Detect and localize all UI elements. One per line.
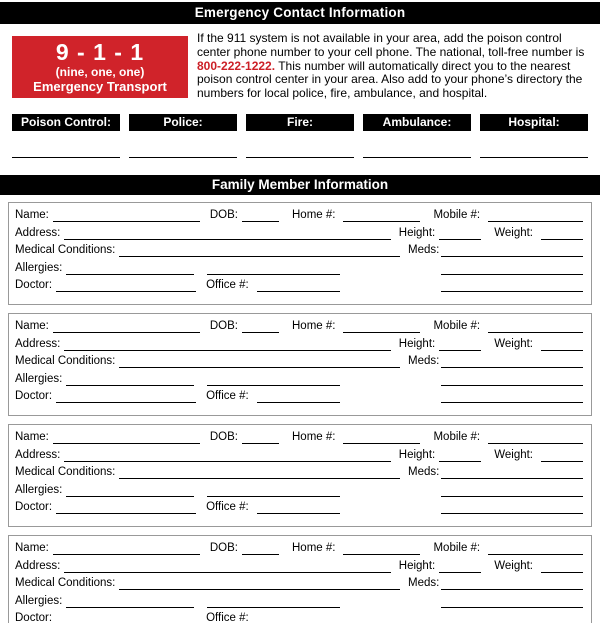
- blank-line-mobile-phone: [488, 207, 583, 222]
- poison-control-phone-number: 800-222-1222.: [197, 58, 276, 73]
- blank-line-dob: [242, 540, 279, 555]
- meds-column-continued: [408, 260, 583, 275]
- field-label-mobile-phone: Mobile #:: [433, 430, 481, 443]
- form-row-allergies: [15, 593, 583, 611]
- blank-line-hospital: [480, 157, 588, 158]
- blank-line-height: [439, 558, 481, 573]
- intro-text-after: This number will automatically direct you to the nearest poison control center in your area. Also add to your phone’s directory the numbers for local police, fire, ambulance, and hospital.: [197, 58, 583, 101]
- field-label-height: Height:: [398, 448, 436, 461]
- field-label-home-phone: Home #:: [292, 430, 336, 443]
- blank-line-allergies-1: [66, 593, 194, 608]
- blank-line-weight: [541, 336, 583, 351]
- field-label-meds: Meds:: [408, 577, 440, 590]
- form-row-medical: [15, 575, 583, 593]
- intro-text-before: If the 911 system is not available in your area, add the poison control center phone number to your cell phone. The national, toll-free number is: [197, 31, 585, 59]
- field-label-weight: Weight:: [494, 448, 533, 461]
- meds-column: [408, 575, 583, 591]
- field-label-address: Address:: [15, 337, 61, 350]
- field-label-doctor: Doctor:: [15, 279, 53, 292]
- field-label-dob: DOB:: [209, 541, 238, 554]
- field-label-mobile-phone: Mobile #:: [433, 319, 481, 332]
- meds-column-continued: [408, 388, 583, 403]
- field-label-medical-conditions: Medical Conditions:: [15, 244, 116, 257]
- blank-line-mobile-phone: [488, 429, 583, 444]
- emergency-caption: Emergency Transport System: [33, 79, 167, 110]
- field-label-dob: DOB:: [209, 208, 238, 221]
- blank-line-allergies-1: [66, 260, 194, 275]
- blank-line-meds-1: [441, 353, 583, 368]
- field-label-medical-conditions: Medical Conditions:: [15, 466, 116, 479]
- field-label-office-phone: Office #:: [206, 390, 249, 403]
- field-label-office-phone: Office #:: [206, 501, 249, 514]
- form-row-address: [15, 558, 583, 576]
- form-row-doctor: [15, 610, 583, 623]
- field-label-office-phone: Office #:: [206, 279, 249, 292]
- field-label-mobile-phone: Mobile #:: [433, 541, 481, 554]
- blank-line-allergies-1: [66, 482, 194, 497]
- blank-line-medical-conditions: [119, 464, 400, 479]
- field-label-address: Address:: [15, 226, 61, 239]
- meds-column-continued: [408, 277, 583, 292]
- form-row-doctor: [15, 388, 583, 406]
- blank-line-allergies-2: [207, 593, 340, 608]
- label-hospital: Hospital:: [480, 114, 588, 131]
- emergency-number: 9 - 1 - 1: [55, 39, 145, 65]
- blank-line-meds-2: [441, 593, 583, 608]
- field-label-weight: Weight:: [494, 226, 533, 239]
- field-label-address: Address:: [15, 559, 61, 572]
- family-member-block: [8, 202, 592, 305]
- field-label-home-phone: Home #:: [292, 208, 336, 221]
- blank-line-weight: [541, 558, 583, 573]
- form-row-medical: [15, 353, 583, 371]
- blank-line-weight: [541, 447, 583, 462]
- blank-line-doctor: [56, 277, 196, 292]
- field-label-allergies: Allergies:: [15, 483, 63, 496]
- blank-line-doctor: [56, 499, 196, 514]
- field-label-mobile-phone: Mobile #:: [433, 208, 481, 221]
- form-row-address: [15, 336, 583, 354]
- meds-column-continued: [408, 482, 583, 497]
- blank-line-medical-conditions: [119, 242, 400, 257]
- field-label-weight: Weight:: [494, 559, 533, 572]
- meds-column-continued: [408, 371, 583, 386]
- intro-section: [12, 31, 596, 110]
- family-member-block: [8, 424, 592, 527]
- family-member-block: [8, 535, 592, 623]
- blank-line-height: [439, 225, 481, 240]
- blank-line-mobile-phone: [488, 318, 583, 333]
- emergency-contact-labels: [12, 114, 588, 131]
- field-label-allergies: Allergies:: [15, 261, 63, 274]
- emergency-number-phonetic: (nine, one, one): [55, 65, 145, 79]
- field-label-medical-conditions: Medical Conditions:: [15, 577, 116, 590]
- family-member-block: [8, 313, 592, 416]
- blank-line-home-phone: [343, 540, 420, 555]
- blank-line-meds-3: [441, 388, 583, 403]
- blank-line-meds-2: [441, 371, 583, 386]
- blank-line-office-phone: [257, 610, 340, 623]
- blank-line-allergies-1: [66, 371, 194, 386]
- field-label-height: Height:: [398, 337, 436, 350]
- blank-line-office-phone: [257, 277, 340, 292]
- blank-line-address: [64, 447, 390, 462]
- family-section-title: Family Member Information: [0, 175, 600, 195]
- field-label-address: Address:: [15, 448, 61, 461]
- form-row-medical: [15, 242, 583, 260]
- blank-line-meds-3: [441, 277, 583, 292]
- blank-line-meds-1: [441, 242, 583, 257]
- blank-line-ambulance: [363, 157, 471, 158]
- field-label-allergies: Allergies:: [15, 372, 63, 385]
- field-label-name: Name:: [15, 430, 49, 443]
- form-row-name: [15, 429, 583, 447]
- label-poison-control: Poison Control:: [12, 114, 120, 131]
- blank-line-name: [53, 429, 200, 444]
- form-row-name: [15, 207, 583, 225]
- field-label-office-phone: Office #:: [206, 612, 249, 623]
- blank-line-office-phone: [257, 388, 340, 403]
- blank-line-medical-conditions: [119, 353, 400, 368]
- field-label-meds: Meds:: [408, 466, 440, 479]
- family-member-blocks: [8, 202, 592, 623]
- blank-line-height: [439, 336, 481, 351]
- emergency-911-box: [12, 36, 188, 110]
- blank-line-allergies-2: [207, 371, 340, 386]
- blank-line-allergies-2: [207, 260, 340, 275]
- blank-line-weight: [541, 225, 583, 240]
- blank-line-doctor: [56, 388, 196, 403]
- blank-line-meds-1: [441, 575, 583, 590]
- field-label-doctor: Doctor:: [15, 612, 53, 623]
- page-title: Emergency Contact Information: [0, 2, 600, 24]
- blank-line-dob: [242, 318, 279, 333]
- label-police: Police:: [129, 114, 237, 131]
- blank-line-police: [129, 157, 237, 158]
- blank-line-address: [64, 225, 390, 240]
- blank-line-home-phone: [343, 318, 420, 333]
- blank-line-home-phone: [343, 207, 420, 222]
- blank-line-doctor: [56, 610, 196, 623]
- meds-column-continued: [408, 499, 583, 514]
- field-label-name: Name:: [15, 541, 49, 554]
- meds-column: [408, 353, 583, 369]
- field-label-meds: Meds:: [408, 355, 440, 368]
- field-label-name: Name:: [15, 319, 49, 332]
- blank-line-meds-2: [441, 260, 583, 275]
- blank-line-medical-conditions: [119, 575, 400, 590]
- blank-line-name: [53, 540, 200, 555]
- field-label-allergies: Allergies:: [15, 594, 63, 607]
- form-row-medical: [15, 464, 583, 482]
- blank-line-address: [64, 336, 390, 351]
- label-fire: Fire:: [246, 114, 354, 131]
- form-row-allergies: [15, 482, 583, 500]
- field-label-weight: Weight:: [494, 337, 533, 350]
- meds-column-continued: [408, 593, 583, 608]
- field-label-home-phone: Home #:: [292, 319, 336, 332]
- form-row-allergies: [15, 371, 583, 389]
- blank-line-dob: [242, 429, 279, 444]
- form-row-address: [15, 225, 583, 243]
- form-row-doctor: [15, 277, 583, 295]
- blank-line-meds-3: [441, 499, 583, 514]
- blank-line-poison-control: [12, 157, 120, 158]
- blank-line-name: [53, 207, 200, 222]
- meds-column: [408, 464, 583, 480]
- blank-line-home-phone: [343, 429, 420, 444]
- field-label-doctor: Doctor:: [15, 390, 53, 403]
- field-label-meds: Meds:: [408, 244, 440, 257]
- field-label-medical-conditions: Medical Conditions:: [15, 355, 116, 368]
- blank-line-meds-2: [441, 482, 583, 497]
- blank-line-allergies-2: [207, 482, 340, 497]
- field-label-dob: DOB:: [209, 430, 238, 443]
- form-row-doctor: [15, 499, 583, 517]
- form-row-allergies: [15, 260, 583, 278]
- blank-line-meds-3: [441, 610, 583, 623]
- field-label-doctor: Doctor:: [15, 501, 53, 514]
- meds-column: [408, 242, 583, 258]
- intro-paragraph: [197, 32, 595, 101]
- form-row-name: [15, 540, 583, 558]
- blank-line-dob: [242, 207, 279, 222]
- field-label-name: Name:: [15, 208, 49, 221]
- form-row-address: [15, 447, 583, 465]
- field-label-height: Height:: [398, 559, 436, 572]
- emergency-contact-blank-lines: [12, 157, 588, 158]
- label-ambulance: Ambulance:: [363, 114, 471, 131]
- blank-line-mobile-phone: [488, 540, 583, 555]
- blank-line-address: [64, 558, 390, 573]
- form-row-name: [15, 318, 583, 336]
- meds-column-continued: [408, 610, 583, 623]
- field-label-home-phone: Home #:: [292, 541, 336, 554]
- blank-line-height: [439, 447, 481, 462]
- blank-line-name: [53, 318, 200, 333]
- field-label-height: Height:: [398, 226, 436, 239]
- blank-line-meds-1: [441, 464, 583, 479]
- blank-line-office-phone: [257, 499, 340, 514]
- blank-line-fire: [246, 157, 354, 158]
- field-label-dob: DOB:: [209, 319, 238, 332]
